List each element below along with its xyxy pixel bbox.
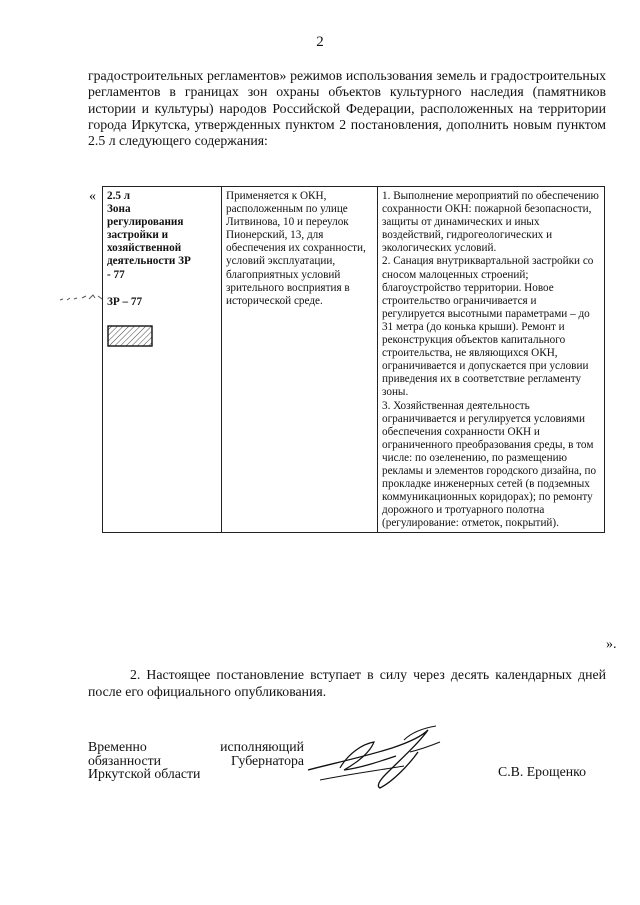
table-row <box>103 187 605 533</box>
signatory-name: С.В. Ерощенко <box>498 764 587 779</box>
intro-paragraph: градостроительных регламентов» режимов использования земель и градостроительных регламентов в границах зон охраны объектов культурного наследия (памятников истории и культуры) народов Российской Федерации, расположенных на территории города Иркутска, утвержденных пунктом 2 постановления, дополнить новым пунктом 2.5 л следующего содержания: <box>88 68 606 149</box>
signatory-title-word: Временно <box>88 739 147 754</box>
zone-title-line: - 77 <box>107 268 125 281</box>
zone-title-line: хозяйственной <box>107 242 182 255</box>
effective-date-clause: 2. Настоящее постановление вступает в силу через десять календарных дней после его официального опубликования. <box>88 667 606 699</box>
closing-quote: ». <box>606 637 617 652</box>
signatory-title-word: обязанности <box>88 752 162 768</box>
zone-title-line: 2.5 л <box>107 190 131 202</box>
zone-title-line: деятельности ЗР <box>107 255 191 268</box>
application-cell: Применяется к ОКН, расположенным по улице Литвинова, 10 и переулок Пионерский, 13, для обеспечения их сохранности, условий эксплуатации, благоприятных условий зрительного восприятия в исторической среде. <box>222 187 378 533</box>
zone-regulation-table <box>102 186 605 533</box>
signatory-title-word: исполняющий <box>220 739 304 754</box>
hatched-legend-icon <box>107 325 153 347</box>
zone-cell <box>103 187 222 533</box>
requirement-item: 1. Выполнение мероприятий по обеспечению сохранности ОКН: пожарной безопасности, защиты от динамических и иных воздействий, гидрогеологических и экологических условий. <box>382 190 599 255</box>
opening-quote: « <box>89 189 96 204</box>
handwritten-signature <box>300 722 450 797</box>
zone-title-line: застройки и <box>107 229 169 242</box>
requirement-item: 3. Хозяйственная деятельность ограничивается и регулируется условиями обеспечения сохранности ОКН и ограниченного преобразования среды, в том числе: по озеленению, по размещению рекламы и элементов городского дизайна, по прокладке инженерных сетей (в подземных коммуникационных коридорах); по ремонту дорожного и тротуарного полотна (регулирование: отметок, покрытий). <box>382 399 597 530</box>
margin-scribble-mark <box>58 290 104 304</box>
signatory-title <box>88 740 304 781</box>
zone-code: ЗР – 77 <box>107 295 143 308</box>
signatory-title-word: Губернатора <box>231 752 304 768</box>
requirement-item: 2. Санация внутриквартальной застройки со сносом малоценных строений; благоустройство территории. Новое строительство ограничивается и регулируется высотными параметрами – до 31 метра (до конька крыши). Ремонт и реконструкция объектов капитального строительства, не являющихся ОКН, ограничивается и допускается при условии приведения их в соответствие регламенту зоны. <box>382 255 594 399</box>
signatory-title-word: Иркутской области <box>88 766 201 781</box>
zone-title-line: Зона <box>107 203 131 216</box>
page-number: 2 <box>316 34 324 50</box>
requirements-cell <box>378 187 605 533</box>
zone-title-line: регулирования <box>107 216 184 229</box>
